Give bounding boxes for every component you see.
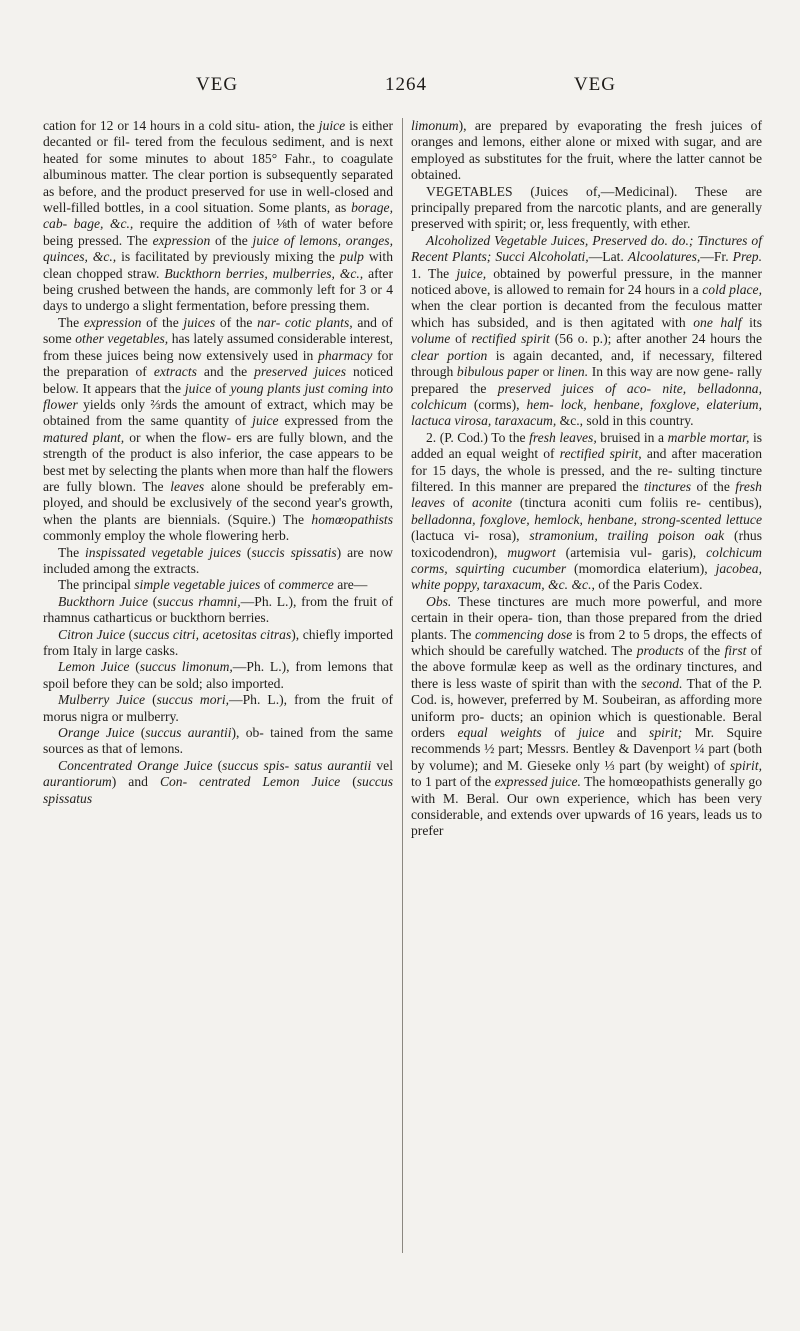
text-run: and the: [196, 364, 255, 380]
text-run: ) are now included among the extracts.: [43, 544, 393, 576]
right-column: [411, 118, 762, 840]
paragraph: [43, 627, 393, 660]
text-run: (: [145, 692, 157, 708]
italic-run: Obs.: [426, 593, 452, 609]
text-run: of the: [141, 314, 184, 330]
text-run: (: [148, 593, 158, 609]
text-run: and of some: [43, 314, 393, 347]
text-run: VEGETABLES (Juices of,—Medicinal). These are principally prepared from the narcotic plants, and are generally preserved with spirit; or, less frequently, with ether.: [411, 183, 762, 232]
text-run: —Lat.: [588, 249, 628, 265]
paragraph: [43, 659, 393, 692]
italic-run: rectified spirit: [471, 331, 550, 347]
italic-run: expression: [152, 232, 211, 248]
italic-run: bibulous paper: [456, 364, 540, 380]
text-run: (: [134, 725, 146, 741]
text-run: The: [58, 314, 84, 330]
italic-run: products: [636, 643, 684, 658]
italic-run: juice: [318, 118, 346, 133]
text-run: That of the P. Cod. is, however, preferred by M. Soubeiran, as affording more uniform pro- ducts; an opinion which is questionable. Beral orders: [411, 675, 762, 741]
text-run: —Ph. L.), from the fruit of rhamnus catharticus or buckthorn berries.: [43, 593, 393, 626]
italic-run: jacobea, white poppy, taraxacum, &c. &c.,: [411, 560, 762, 593]
paragraph: [43, 315, 393, 545]
italic-run: borage, cab- bage, &c.,: [43, 200, 393, 232]
page-number: 1264: [385, 74, 427, 95]
text-run: after being crushed between the hands, are commonly left for 3 or 4 days to undergo a slight fermentation, before pressing them.: [43, 265, 393, 314]
text-run: —Ph. L.), from the fruit of morus nigra or mulberry.: [43, 692, 393, 724]
text-run: ), chiefly imported from Italy in large casks.: [43, 626, 393, 658]
italic-run: linen.: [557, 364, 589, 380]
text-run: —Fr.: [700, 249, 733, 265]
text-run: of: [541, 725, 578, 741]
text-run: (lactuca vi- rosa),: [411, 528, 530, 544]
running-head-right: VEG: [573, 74, 616, 95]
text-run: The principal: [58, 577, 135, 593]
left-column: [43, 118, 393, 807]
italic-run: homœopathists: [311, 511, 393, 527]
italic-run: juice: [252, 413, 279, 429]
italic-run: Concentrated Orange Juice: [58, 757, 213, 773]
italic-run: juices: [183, 314, 216, 330]
text-run: alone should be preferably em- ployed, and should be exclusively of the second year's growth, when the plants are biennials. (Squire.) The: [43, 478, 393, 527]
italic-run: limonum: [411, 118, 459, 133]
text-run: with clean chopped straw.: [43, 249, 393, 281]
text-run: vel: [371, 757, 393, 773]
italic-run: hem- lock, henbane, foxglove, elaterium, lactuca virosa, taraxacum,: [411, 396, 762, 429]
text-run: its: [741, 314, 762, 330]
italic-run: one half: [693, 314, 742, 330]
italic-run: tinctures: [644, 478, 692, 494]
paragraph: [43, 725, 393, 758]
text-run: bruised in a: [596, 429, 668, 445]
italic-run: other vegetables,: [75, 331, 169, 347]
running-head-left: VEG: [196, 74, 239, 95]
paragraph: [43, 692, 393, 725]
text-run: (artemisia vul- garis),: [555, 544, 707, 560]
paragraph: [43, 545, 393, 578]
column-divider: [402, 118, 403, 1253]
italic-run: fresh leaves: [411, 478, 762, 511]
text-run: In this way are now gene- rally prepared the: [411, 364, 762, 396]
italic-run: Alcoolatures,: [627, 249, 701, 265]
italic-run: Con- centrated Lemon Juice: [159, 774, 341, 790]
text-run: (momordica elaterium),: [566, 560, 716, 576]
italic-run: succus spissatus: [43, 774, 393, 806]
text-run: Mr. Squire recommends ½ part; Messrs. Bentley & Davenport ¼ part (both by volume); and M. Gieseke only ⅓ part (by weight) of: [411, 725, 762, 773]
italic-run: simple vegetable juices: [134, 577, 261, 593]
text-run: ) and: [111, 774, 160, 790]
italic-run: second.: [641, 675, 683, 691]
italic-run: succus rhamni,: [157, 593, 241, 609]
text-run: noticed below. It appears that the: [43, 364, 394, 396]
text-run: (corms),: [466, 396, 527, 412]
text-run: —Ph. L.), from lemons that spoil before they can be sold; also imported.: [43, 659, 393, 691]
italic-run: nar- cotic plants,: [257, 314, 353, 330]
italic-run: leaves: [170, 478, 205, 494]
italic-run: Mulberry Juice: [58, 692, 146, 708]
text-run: and after maceration for 15 days, the whole is pressed, and the re- sulting tincture filtered. In this manner are prepared the: [411, 446, 763, 494]
italic-run: matured plant,: [43, 429, 125, 445]
italic-run: spirit;: [649, 725, 683, 741]
italic-run: rectified spirit,: [559, 446, 642, 462]
text-run: of the: [691, 478, 736, 494]
italic-run: succis spissatis: [251, 544, 337, 560]
italic-run: pharmacy: [318, 347, 373, 363]
paragraph: [43, 758, 393, 807]
italic-run: mugwort: [507, 544, 556, 560]
running-head: [196, 74, 616, 96]
text-run: (tinctura aconiti cum foliis re- centibus),: [512, 495, 762, 511]
text-run: The: [58, 544, 86, 560]
italic-run: Alcoholized Vegetable Juices, Preserved do. do.; Tinctures of Recent Plants; Succi Alcoholati,: [411, 232, 762, 265]
text-run: cation for 12 or 14 hours in a cold situ- ation, the: [43, 118, 319, 133]
italic-run: Buckthorn Juice: [58, 593, 149, 609]
text-run: ), ob- tained from the same sources as that of lemons.: [43, 725, 393, 757]
text-run: is either decanted or fil- tered from the feculous sediment, and is next heated for some minutes to about 185° Fahr., to coagulate albuminous matter. The clear portion is subsequently separated as before, and the product preserved for use in well-closed and well-filled bottles, in a cool situation. Some plants, as: [43, 118, 394, 216]
paragraph: [43, 594, 393, 627]
text-run: is from 2 to 5 drops, the effects of which should be carefully watched. The: [411, 626, 762, 658]
paragraph: [411, 118, 762, 184]
paragraph: [411, 430, 762, 594]
italic-run: extracts: [153, 364, 197, 380]
text-run: 1. The: [411, 265, 457, 281]
italic-run: commencing dose: [475, 626, 573, 642]
text-run: to 1 part of the: [411, 774, 495, 790]
italic-run: spirit,: [729, 757, 762, 773]
text-run: &c., sold in this country.: [556, 413, 694, 429]
italic-run: pulp: [339, 249, 364, 265]
text-run: (56 o. p.); after another 24 hours the: [549, 331, 763, 347]
text-run: or: [539, 364, 558, 380]
text-run: ), are prepared by evaporating the fresh juices of oranges and lemons, either alone or mixed with sugar, and are employed as substitutes for the fruit, where the latter cannot be obtained.: [411, 118, 762, 183]
italic-run: inspissated vegetable juices: [85, 544, 242, 560]
text-run: of: [444, 495, 473, 511]
italic-run: aconite: [472, 495, 513, 511]
text-run: These tinctures are much more powerful, and more certain in their opera- tion, than those prepared from the dried plants. The: [411, 593, 762, 642]
text-run: is added an equal weight of: [411, 429, 763, 462]
italic-run: first: [724, 643, 747, 658]
italic-run: marble mortar,: [667, 429, 750, 445]
text-run: expressed from the: [278, 413, 393, 429]
italic-run: Citron Juice: [58, 626, 126, 642]
text-run: of: [211, 380, 231, 396]
text-run: when the clear portion is decanted from the feculous matter which has subsided, and is then agitated with: [411, 298, 762, 330]
text-run: (: [129, 659, 140, 675]
text-run: (: [125, 626, 134, 642]
text-run: are—: [333, 577, 368, 593]
text-run: (: [340, 774, 357, 790]
text-run: obtained by powerful pressure, in the manner noticed above, is allowed to remain for 24 hours in a: [411, 265, 762, 298]
italic-run: aurantiorum: [43, 774, 112, 790]
italic-run: succus limonum,: [139, 659, 233, 675]
text-run: or when the flow- ers are fully blown, and the strength of the product is also inferior, the case appears to be best met by selecting the plants when more than half the flowers are fully blown. The: [43, 429, 394, 494]
paragraph: [411, 594, 762, 840]
text-run: of the: [215, 314, 258, 330]
text-run: of: [260, 577, 279, 593]
text-run: of: [450, 331, 472, 347]
italic-run: juice of lemons, oranges, quinces, &c.,: [43, 232, 393, 265]
italic-run: preserved juices: [254, 364, 346, 380]
italic-run: equal weights: [457, 725, 542, 741]
text-run: is again decanted, and, if necessary, filtered through: [411, 347, 762, 380]
italic-run: succus mori,: [156, 692, 230, 708]
paragraph: [43, 118, 393, 315]
italic-run: succus citri, acetositas citras: [133, 626, 292, 642]
italic-run: Orange Juice: [58, 725, 135, 741]
text-run: (rhus toxicodendron),: [411, 528, 762, 560]
italic-run: expression: [83, 314, 142, 330]
text-run: 2. (P. Cod.) To the: [426, 429, 530, 445]
paragraph: [411, 233, 762, 430]
italic-run: succus aurantii: [145, 725, 232, 741]
italic-run: stramonium, trailing poison oak: [529, 528, 725, 544]
italic-run: succus spis- satus aurantii: [222, 757, 372, 773]
text-run: and: [604, 725, 650, 741]
italic-run: young plants just coming into flower: [43, 380, 394, 412]
italic-run: cold place,: [702, 282, 762, 298]
italic-run: fresh leaves,: [529, 429, 597, 445]
text-run: of the above formulæ keep as well as the ordinary tinctures, and there is less waste of spirit than with the: [411, 643, 762, 691]
italic-run: Prep.: [732, 249, 762, 265]
italic-run: expressed juice.: [494, 774, 581, 790]
text-run: The homœopathists generally go with M. Beral. Our own experience, which has been very considerable, and extends over upwards of 16 years, leads us to prefer: [411, 774, 763, 839]
italic-run: volume: [411, 331, 451, 347]
text-run: of the: [683, 643, 725, 658]
italic-run: preserved juices of aco- nite, belladonna, colchicum: [411, 380, 762, 412]
text-run: of the Paris Codex.: [594, 577, 703, 593]
italic-run: Buckthorn berries, mulberries, &c.,: [164, 265, 364, 281]
italic-run: juice: [578, 725, 605, 741]
italic-run: belladonna, foxglove, hemlock, henbane, strong-scented lettuce: [411, 511, 762, 527]
italic-run: juice: [184, 380, 212, 396]
text-run: (: [241, 544, 252, 560]
italic-run: Lemon Juice: [58, 659, 130, 675]
paragraph: [43, 577, 393, 593]
text-run: yields only ⅔rds the amount of extract, which may be obtained from the same quantity of: [43, 396, 393, 429]
text-run: of the: [210, 232, 253, 248]
text-run: require the addition of ⅛th of water before being pressed. The: [43, 216, 393, 248]
text-run: commonly employ the whole flowering herb.: [43, 528, 290, 544]
text-run: (: [212, 757, 223, 773]
paragraph: [411, 184, 762, 233]
italic-run: clear portion: [411, 347, 488, 363]
italic-run: colchicum corms, squirting cucumber: [411, 544, 762, 576]
italic-run: commerce: [278, 577, 334, 593]
text-run: is facilitated by previously mixing the: [116, 249, 340, 265]
text-run: has lately assumed considerable interest, from these juices being now extensively used in: [43, 331, 393, 363]
italic-run: juice,: [456, 265, 487, 281]
text-run: for the preparation of: [43, 347, 394, 380]
